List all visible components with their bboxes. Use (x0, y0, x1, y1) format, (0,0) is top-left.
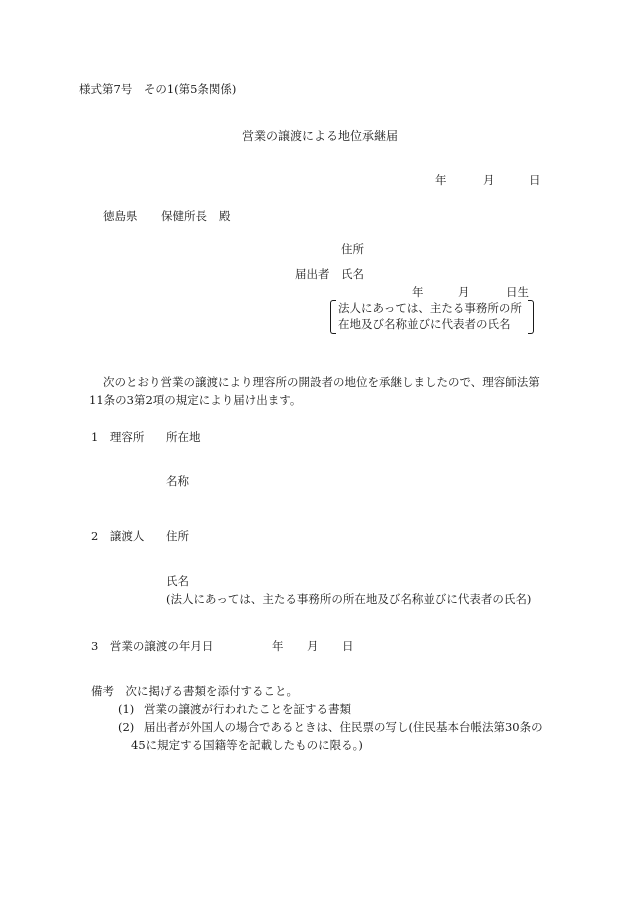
birth-month: 月 (458, 285, 470, 299)
remark-1-text: 営業の譲渡が行われたことを証する書類 (144, 702, 351, 716)
corp-note-line1: 法人にあっては、主たる事務所の所 (338, 301, 522, 315)
date-day: 日 (529, 173, 541, 187)
corporation-note (330, 300, 534, 334)
item2-name-label: 氏名 (166, 574, 189, 588)
item3-day: 日 (342, 639, 354, 653)
remark-2-line1: 届出者が外国人の場合であるときは、住民票の写し(住民基本台帳法第30条の (144, 720, 543, 734)
corp-note-line2: 在地及び名称並びに代表者の氏名 (338, 317, 511, 331)
applicant-name-label: 氏名 (341, 267, 364, 281)
remarks-heading: 備考 次に掲げる書類を添付すること。 (91, 684, 298, 698)
remark-1-number: (1) (118, 702, 135, 716)
item2-corp-note: (法人にあっては、主たる事務所の所在地及び名称並びに代表者の氏名) (166, 592, 532, 606)
applicant-address-label: 住所 (341, 242, 364, 256)
document-title: 営業の譲渡による地位承継届 (242, 129, 399, 143)
form-number: 様式第7号 その1(第5条関係) (79, 82, 237, 96)
body-line2: 11条の3第2項の規定により届け出ます。 (89, 393, 302, 407)
addressee-honorific: 殿 (219, 209, 231, 223)
addressee-prefecture: 徳島県 (103, 209, 138, 223)
addressee-office: 保健所長 (161, 209, 207, 223)
date-month: 月 (483, 173, 495, 187)
birth-year: 年 (412, 285, 424, 299)
remark-2-number: (2) (118, 720, 135, 734)
date-year: 年 (435, 173, 447, 187)
item3-month: 月 (307, 639, 319, 653)
item3-year: 年 (272, 639, 284, 653)
body-line1: 次のとおり営業の譲渡により理容所の開設者の地位を承継しましたので、理容師法第 (103, 375, 540, 389)
right-bracket (528, 300, 534, 334)
item1-name-label: 名称 (166, 474, 189, 488)
item1-label: 1 理容所 (91, 430, 145, 444)
item3-label: 3 営業の譲渡の年月日 (91, 639, 214, 653)
applicant-role-label: 届出者 (295, 267, 330, 281)
left-bracket (330, 300, 336, 334)
item2-label: 2 譲渡人 (91, 529, 145, 543)
remark-2-line2: 45に規定する国籍等を記載したものに限る。) (131, 738, 363, 752)
item2-address-label: 住所 (166, 529, 189, 543)
item1-location-label: 所在地 (166, 430, 201, 444)
birth-day: 日生 (506, 285, 529, 299)
